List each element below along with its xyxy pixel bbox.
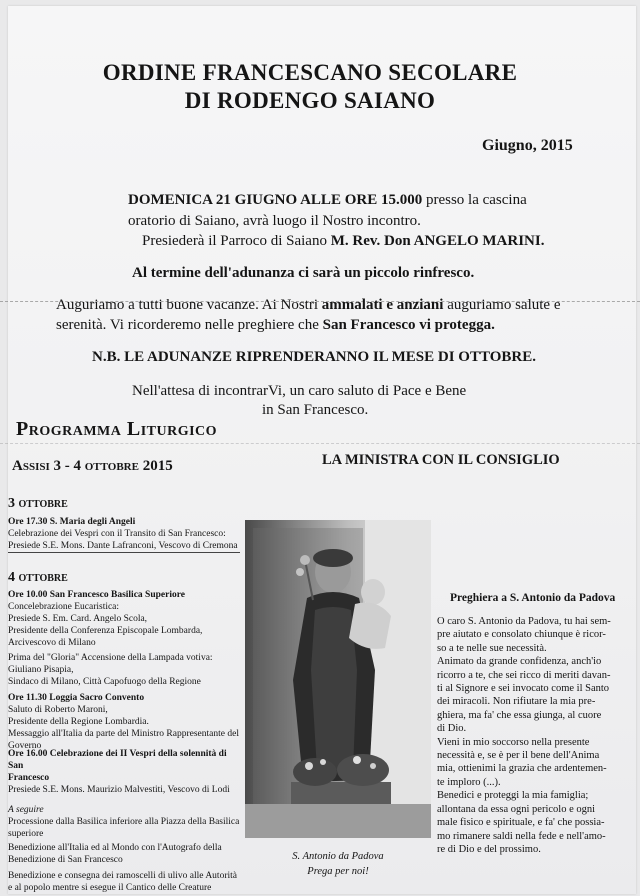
prayer-line: allontana da essa ogni pericolo e ogni	[437, 803, 596, 815]
program-item: e al popolo mentre si esegue il Cantico delle Creature	[8, 883, 212, 893]
program-item: Concelebrazione Eucaristica:	[8, 602, 120, 612]
program-item: A seguire	[8, 805, 44, 815]
prayer-line: necessità e, se è per il bene dell'Anima	[437, 750, 600, 762]
program-item: Governo	[8, 741, 42, 751]
presider-name: M. Rev. Don ANGELO MARINI.	[330, 233, 545, 249]
day1-item: Presiede S.E. Mons. Dante Lafranconi, Vescovo di Cremona	[8, 541, 238, 551]
programma-subheading: Assisi 3 - 4 ottobre 2015	[12, 458, 173, 474]
program-item: Giuliano Pisapia,	[8, 665, 74, 675]
wishes-line1	[56, 297, 560, 314]
document-date: Giugno, 2015	[482, 137, 573, 154]
programma-heading: Programma Liturgico	[16, 418, 218, 440]
prayer-text	[437, 615, 619, 856]
prayer-line: ghiera, ma fa' che essa giunga, al cuore	[437, 709, 602, 721]
program-item: Presidente della Conferenza Episcopale Lombarda,	[8, 626, 203, 636]
saint-anthony-statue-image	[245, 520, 431, 838]
day2-block5	[8, 804, 240, 840]
prayer-title: Preghiera a S. Antonio da Padova	[450, 592, 616, 604]
meeting-line1	[128, 192, 527, 209]
prayer-line: Benedici e proteggi la mia famiglia;	[437, 790, 589, 802]
prayer-line: pre aiutato e consolato chiunque è ricor-	[437, 629, 606, 641]
wishes2-text-a: serenità. Vi ricorderemo nelle preghiere che	[56, 317, 323, 333]
program-item: Benedizione e consegna dei ramoscelli di ulivo alle Autorità	[8, 871, 237, 881]
presider-intro: Presiederà il Parroco di Saiano	[142, 233, 331, 249]
wishes-text-a: Auguriamo a tutti buone vacanze. Ai Nostri	[56, 297, 322, 313]
greeting-line2: in San Francesco.	[262, 402, 369, 418]
program-item: Processione dalla Basilica inferiore alla Piazza della Basilica	[8, 817, 240, 827]
prayer-line: ricorro a te, che sei ricco di meriti davan-	[437, 669, 611, 681]
org-title-line2: DI RODENGO SAIANO	[184, 88, 436, 113]
prayer-line: mo rimanere saldi nella fede e nell'amo-	[437, 830, 606, 842]
day2-block7	[8, 870, 240, 894]
image-caption-prayer: Prega per noi!	[307, 866, 369, 877]
prayer-line: te imploro (...).	[437, 776, 501, 788]
statue-illustration	[245, 520, 431, 838]
prayer-line: ti al Signore e sei invocato come il Santo	[437, 683, 610, 695]
wishes-text-c: auguriamo salute e	[443, 297, 561, 313]
wishes2-text-b: San Francesco vi protegga.	[322, 317, 495, 333]
signature: LA MINISTRA CON IL CONSIGLIO	[322, 452, 560, 468]
prayer-line: dei miracoli. Non rifiutare la mia pre-	[437, 696, 596, 708]
greeting-line1: Nell'attesa di incontrarVi, un caro saluto di Pace e Bene	[132, 383, 467, 399]
prayer-line: mia, ottienimi la grazia che ardentemen-	[437, 763, 607, 775]
program-item: Saluto di Roberto Maroni,	[8, 705, 108, 715]
prayer-line: so a te nelle sue necessità.	[437, 642, 547, 654]
prayer-line: male fisico e spirituale, e fa' che possia-	[437, 817, 605, 829]
wishes-text-b: ammalati e anziani	[321, 297, 444, 313]
org-title-line1: ORDINE FRANCESCANO SECOLARE	[102, 60, 518, 85]
day2-block6	[8, 842, 240, 866]
program-item: superiore	[8, 829, 44, 839]
program-item: Ore 16.00 Celebrazione dei II Vespri della solennità di San	[8, 749, 227, 771]
program-item: Arcivescovo di Milano	[8, 638, 96, 648]
program-item: Francesco	[8, 773, 50, 783]
day1-item: Ore 17.30 S. Maria degli Angeli	[8, 517, 136, 527]
prayer-line: Vieni in mio soccorso nella presente	[437, 736, 590, 748]
divider	[8, 552, 240, 553]
program-item: Presiede S.E. Mons. Maurizio Malvestiti, Vescovo di Lodi	[8, 785, 230, 795]
program-item: Prima del "Gloria" Accensione della Lampada votiva:	[8, 653, 213, 663]
image-caption-name: S. Antonio da Padova	[292, 851, 384, 862]
day2-block4	[8, 748, 240, 796]
day-3-ottobre: 3 ottobre	[8, 496, 68, 511]
prayer-line: Animato da grande confidenza, anch'io	[437, 656, 602, 668]
program-item: Presidente della Regione Lombardia.	[8, 717, 149, 727]
nb-note: N.B. LE ADUNANZE RIPRENDERANNO IL MESE DI OTTOBRE.	[92, 349, 536, 365]
program-item: Messaggio all'Italia da parte del Ministro Rappresentante del	[8, 729, 239, 739]
meeting-place: presso la cascina	[422, 192, 527, 208]
program-item: Sindaco di Milano, Città Capofuogo della Regione	[8, 677, 201, 687]
program-item: Ore 11.30 Loggia Sacro Convento	[8, 693, 145, 703]
fold-line-2	[0, 443, 640, 445]
program-item: Ore 10.00 San Francesco Basilica Superiore	[8, 590, 185, 600]
day2-block1	[8, 589, 240, 649]
meeting-line2: oratorio di Saiano, avrà luogo il Nostro incontro.	[128, 213, 421, 229]
prayer-line: re di Dio e del prossimo.	[437, 843, 541, 855]
prayer-line: O caro S. Antonio da Padova, tu hai sem-	[437, 616, 611, 627]
day2-block2	[8, 652, 240, 688]
day2-block3	[8, 692, 240, 752]
program-item: Benedizione di San Francesco	[8, 855, 123, 865]
prayer-line: di Dio.	[437, 723, 467, 735]
meeting-date-time: DOMENICA 21 GIUGNO ALLE ORE 15.000	[128, 192, 423, 208]
day1-block	[8, 516, 240, 552]
day1-item: Celebrazione dei Vespri con il Transito di San Francesco:	[8, 529, 226, 539]
meeting-line3	[142, 233, 544, 250]
program-item: Presiede S. Em. Card. Angelo Scola,	[8, 614, 148, 624]
wishes-line2	[56, 317, 495, 334]
day-4-ottobre: 4 ottobre	[8, 570, 68, 585]
refreshment-note: Al termine dell'adunanza ci sarà un piccolo rinfresco.	[132, 265, 475, 281]
program-item: Benedizione all'Italia ed al Mondo con l'Autografo della	[8, 843, 222, 853]
